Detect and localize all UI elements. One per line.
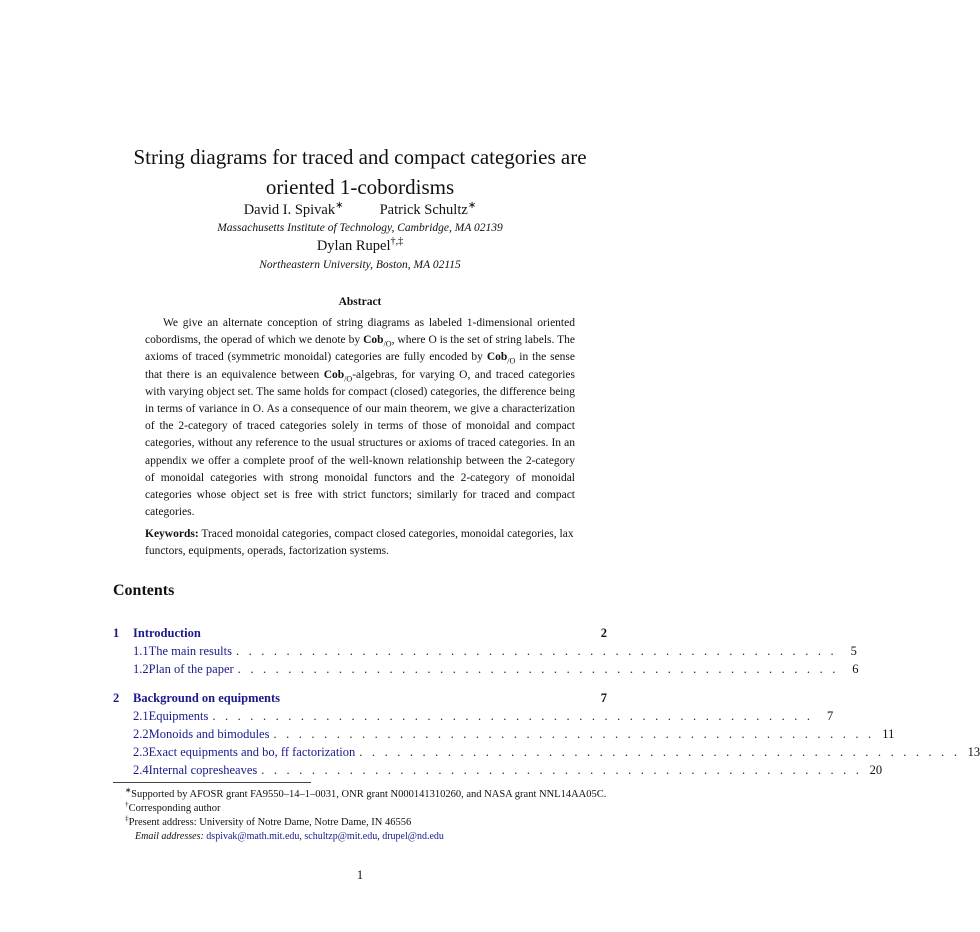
email-label: Email addresses: <box>135 831 204 842</box>
toc-subsection-2-3[interactable]: 2.3 Exact equipments and bo, ff factorization . . . . . . . . . . . . . . . . . . . . . . . . . . . . . . . . . . . . . . . . . . . . . . . . 13 <box>133 745 980 759</box>
affiliation-mit: Massachusetts Institute of Technology, Cambridge, MA 02139 <box>217 222 503 234</box>
page-number: 1 <box>356 868 364 882</box>
author-schultz-mark: ∗ <box>467 200 477 212</box>
footnote-corresponding: †Corresponding author <box>125 799 221 814</box>
table-of-contents <box>113 626 980 781</box>
toc-section-label[interactable]: Background on equipments <box>133 691 281 705</box>
email-link-schultz[interactable]: schultzp@mit.edu <box>304 831 378 842</box>
footnote-funding: ∗Supported by AFOSR grant FA9550–14–1–0031, ONR grant N000141310260, and NASA grant NNL14AA05C. <box>125 785 607 800</box>
footnote-emails: Email addresses: dspivak@math.mit.edu, schultzp@mit.edu, drupel@nd.edu <box>135 831 444 842</box>
author-line-2 <box>0 238 720 255</box>
toc-section-1[interactable]: 1 Introduction 2 <box>113 626 607 640</box>
toc-subsection-1-2[interactable]: 1.2 Plan of the paper . . . . . . . . . . . . . . . . . . . . . . . . . . . . . . . . . . . . . . . . . . . . . . . . 6 <box>133 662 859 676</box>
title-line-1: String diagrams for traced and compact categories are <box>133 145 587 169</box>
abstract-heading: Abstract <box>338 296 382 308</box>
toc-subsection-1-1[interactable]: 1.1 The main results . . . . . . . . . . . . . . . . . . . . . . . . . . . . . . . . . . . . . . . . . . . . . . . . 5 <box>133 644 857 658</box>
author-spivak-mark: ∗ <box>335 200 344 212</box>
paper-title <box>0 142 720 202</box>
toc-leader: . . . . . . . . . . . . . . . . . . . . . . . . . . . . . . . . . . . . . . . . . . . . . . . . <box>237 662 839 676</box>
toc-subsection-2-1[interactable]: 2.1 Equipments . . . . . . . . . . . . . . . . . . . . . . . . . . . . . . . . . . . . . . . . . . . . . . . . 7 <box>133 709 834 723</box>
keywords-label: Keywords: <box>145 528 199 540</box>
contents-heading: Contents <box>113 582 175 599</box>
keywords-text: Traced monoidal categories, compact closed categories, monoidal categories, lax functors, equipments, operads, factorization systems. <box>145 528 574 558</box>
author-schultz: Patrick Schultz <box>379 202 468 218</box>
author-line-1 <box>0 202 720 219</box>
toc-subsection-2-4[interactable]: 2.4 Internal copresheaves . . . . . . . . . . . . . . . . . . . . . . . . . . . . . . . . . . . . . . . . . . . . . . . . 20 <box>133 763 883 777</box>
toc-leader: . . . . . . . . . . . . . . . . . . . . . . . . . . . . . . . . . . . . . . . . . . . . . . . . <box>235 644 837 658</box>
title-line-2: oriented 1-cobordisms <box>265 175 455 199</box>
keywords <box>145 526 575 560</box>
abstract-body: We give an alternate conception of string diagrams as labeled 1-dimensional oriented cobordisms, the operad of which we denote by Cob$_{/O}$, where O is the set of string labels. The axioms of traced (symmetric monoidal) categories are fully encoded by Cob$_{/O}$ in the sense that there is an equivalence between Cob$_{/O}$-algebras, for varying O, and traced categories with varying object set. The same holds for compact (closed) categories, the difference being in terms of variance in O. As a consequence of our main theorem, we give a characterization of the 2-category of traced categories solely in terms of those of monoidal and compact categories, without any reference to the usual structures or axioms of traced categories. In an appendix we offer a complete proof of the well-known relationship between the 2-category of monoidal categories with strong monoidal functors and the 2-category of monoidal categories whose object set is free with strict functors; similarly for traced and compact categories. <box>145 317 576 519</box>
toc-leader: . . . . . . . . . . . . . . . . . . . . . . . . . . . . . . . . . . . . . . . . . . . . . . . . <box>359 745 961 759</box>
toc-leader: . . . . . . . . . . . . . . . . . . . . . . . . . . . . . . . . . . . . . . . . . . . . . . . . <box>261 763 863 777</box>
toc-section-2[interactable]: 2 Background on equipments 7 <box>113 691 607 705</box>
affiliation-northeastern: Northeastern University, Boston, MA 02115 <box>259 259 461 271</box>
footnote-present-address: ‡Present address: University of Notre Dame, Notre Dame, IN 46556 <box>125 813 412 828</box>
author-rupel-mark: †,‡ <box>390 236 404 248</box>
author-rupel: Dylan Rupel <box>316 238 391 254</box>
author-spivak: David I. Spivak <box>243 202 336 218</box>
toc-leader: . . . . . . . . . . . . . . . . . . . . . . . . . . . . . . . . . . . . . . . . . . . . . . . . <box>212 709 814 723</box>
footnotes <box>113 785 607 844</box>
toc-subsection-2-2[interactable]: 2.2 Monoids and bimodules . . . . . . . . . . . . . . . . . . . . . . . . . . . . . . . . . . . . . . . . . . . . . . . . 11 <box>133 727 895 741</box>
cob-symbol: Cob <box>363 334 384 347</box>
email-link-spivak[interactable]: dspivak@math.mit.edu <box>206 831 300 842</box>
email-link-rupel[interactable]: drupel@nd.edu <box>382 831 444 842</box>
toc-leader: . . . . . . . . . . . . . . . . . . . . . . . . . . . . . . . . . . . . . . . . . . . . . . . . <box>273 727 875 741</box>
toc-section-label[interactable]: Introduction <box>133 626 201 640</box>
footnote-rule <box>113 782 311 783</box>
